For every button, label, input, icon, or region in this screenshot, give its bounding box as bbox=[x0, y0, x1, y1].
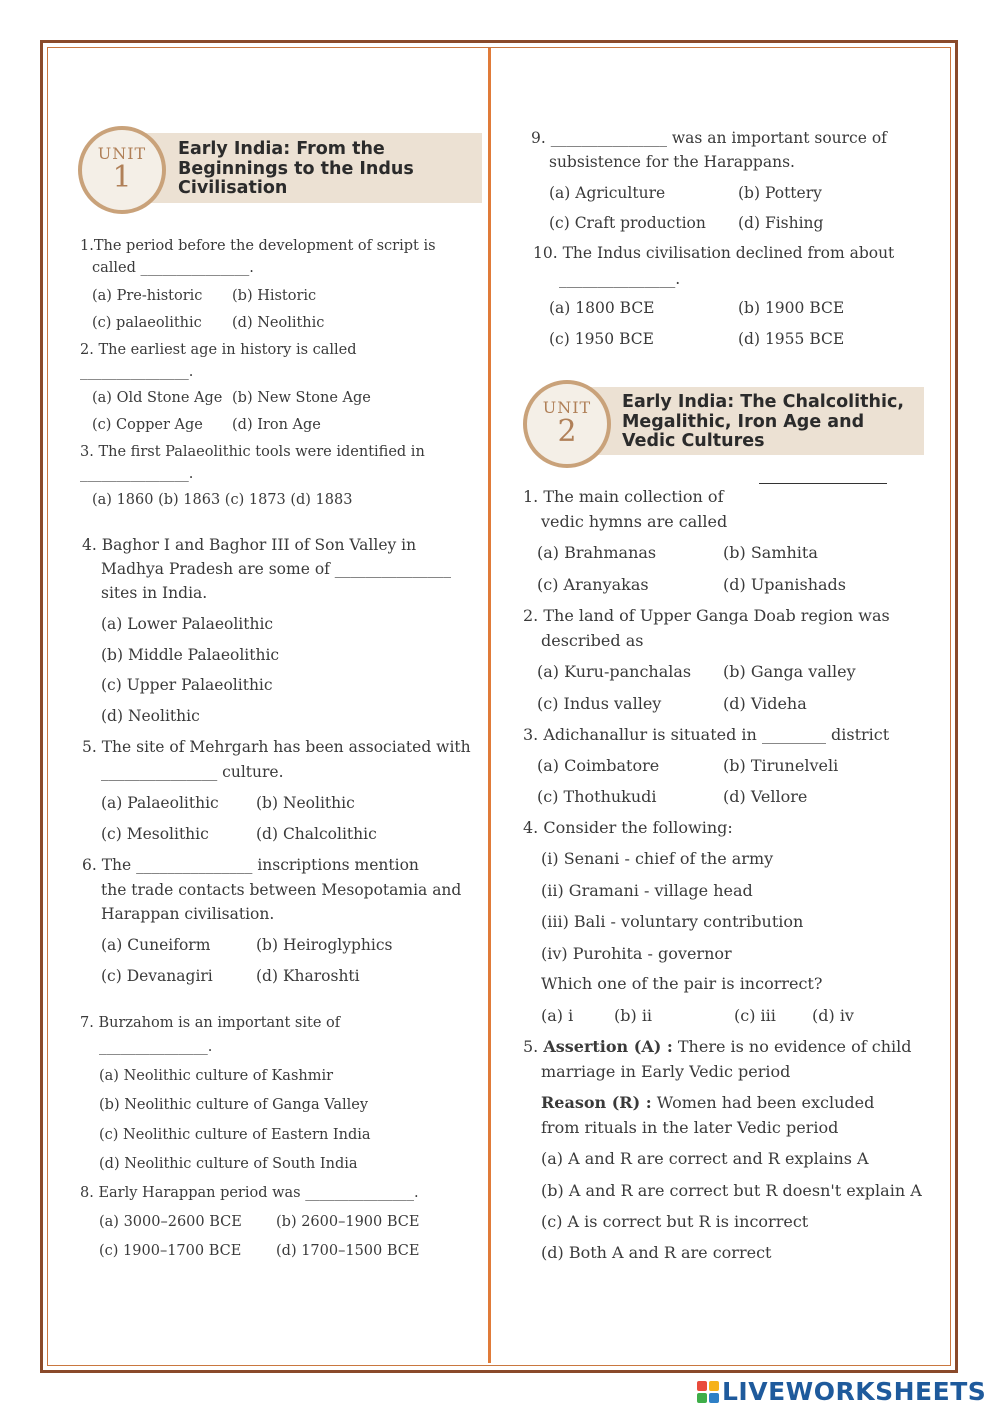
u2q3-option-a[interactable]: (a) Coimbatore bbox=[537, 756, 660, 775]
unit2-badge bbox=[523, 380, 611, 468]
q10-text-2: _______________. bbox=[559, 270, 681, 288]
q2-text-2: _______________. bbox=[80, 364, 194, 380]
q4-text: 4. Baghor I and Baghor III of Son Valley in bbox=[82, 536, 417, 554]
u2q1-option-a[interactable]: (a) Brahmanas bbox=[537, 543, 657, 562]
unit1-number: 1 bbox=[112, 160, 132, 195]
u2q5-text-2: marriage in Early Vedic period bbox=[541, 1062, 791, 1081]
u2q1-option-d[interactable]: (d) Upanishads bbox=[723, 575, 847, 594]
assertion-label: Assertion (A) : bbox=[543, 1037, 673, 1056]
u2q2-option-c[interactable]: (c) Indus valley bbox=[537, 694, 662, 713]
q8-option-d[interactable]: (d) 1700–1500 BCE bbox=[276, 1243, 420, 1259]
u2q1-option-c[interactable]: (c) Aranyakas bbox=[537, 575, 649, 594]
q1-text-2: called _______________. bbox=[92, 260, 254, 276]
u2q4-option-c[interactable]: (c) iii bbox=[734, 1006, 776, 1025]
unit2-title: Early India: The Chalcolithic, Megalithic, Iron Age and Vedic Cultures bbox=[622, 392, 904, 451]
q4-option-d[interactable]: (d) Neolithic bbox=[101, 707, 200, 725]
q1-option-a[interactable]: (a) Pre-historic bbox=[92, 288, 203, 304]
q5-text-2: _______________ culture. bbox=[101, 763, 284, 781]
q5-text: 5. The site of Mehrgarh has been associated with bbox=[82, 738, 471, 756]
u2q1-answer-blank[interactable] bbox=[759, 483, 887, 484]
q7-text-2: _______________. bbox=[99, 1039, 213, 1055]
q7-option-a[interactable]: (a) Neolithic culture of Kashmir bbox=[99, 1068, 334, 1084]
q7-text: 7. Burzahom is an important site of bbox=[80, 1015, 341, 1031]
u2q3-text: 3. Adichanallur is situated in ________ district bbox=[523, 725, 890, 744]
q5-option-b[interactable]: (b) Neolithic bbox=[256, 794, 355, 812]
u2q2-option-b[interactable]: (b) Ganga valley bbox=[723, 662, 856, 681]
q6-option-b[interactable]: (b) Heiroglyphics bbox=[256, 936, 393, 954]
u2q2-text-2: described as bbox=[541, 631, 644, 650]
q4-option-a[interactable]: (a) Lower Palaeolithic bbox=[101, 615, 274, 633]
u2q4-pair-i: (i) Senani - chief of the army bbox=[541, 849, 774, 868]
u2q4-option-b[interactable]: (b) ii bbox=[614, 1006, 653, 1025]
u2q5-reason-2: from rituals in the later Vedic period bbox=[541, 1118, 839, 1137]
q9-option-d[interactable]: (d) Fishing bbox=[738, 214, 824, 232]
q7-option-c[interactable]: (c) Neolithic culture of Eastern India bbox=[99, 1127, 371, 1143]
q10-option-a[interactable]: (a) 1800 BCE bbox=[549, 299, 655, 317]
q8-option-a[interactable]: (a) 3000–2600 BCE bbox=[99, 1214, 242, 1230]
u2q3-option-d[interactable]: (d) Vellore bbox=[723, 787, 808, 806]
u2q2-option-a[interactable]: (a) Kuru-panchalas bbox=[537, 662, 692, 681]
unit2-label: UNIT bbox=[542, 398, 592, 417]
q9-option-b[interactable]: (b) Pottery bbox=[738, 184, 822, 202]
q7-option-b[interactable]: (b) Neolithic culture of Ganga Valley bbox=[99, 1097, 369, 1113]
u2q4-pair-iii: (iii) Bali - voluntary contribution bbox=[541, 912, 804, 931]
q8-option-c[interactable]: (c) 1900–1700 BCE bbox=[99, 1243, 242, 1259]
column-divider bbox=[488, 48, 491, 1363]
q8-option-b[interactable]: (b) 2600–1900 BCE bbox=[276, 1214, 420, 1230]
q2-option-b[interactable]: (b) New Stone Age bbox=[232, 390, 371, 406]
liveworksheets-logo-icon bbox=[697, 1381, 719, 1403]
q5-option-d[interactable]: (d) Chalcolithic bbox=[256, 825, 377, 843]
q1-option-d[interactable]: (d) Neolithic bbox=[232, 315, 325, 331]
u2q5-option-c[interactable]: (c) A is correct but R is incorrect bbox=[541, 1212, 809, 1231]
q10-option-b[interactable]: (b) 1900 BCE bbox=[738, 299, 845, 317]
q6-text-3: Harappan civilisation. bbox=[101, 905, 275, 923]
u2q4-option-d[interactable]: (d) iv bbox=[812, 1006, 854, 1025]
q9-option-c[interactable]: (c) Craft production bbox=[549, 214, 706, 232]
q1-option-b[interactable]: (b) Historic bbox=[232, 288, 317, 304]
u2q1-text-2: vedic hymns are called bbox=[541, 512, 728, 531]
q10-option-c[interactable]: (c) 1950 BCE bbox=[549, 330, 654, 348]
u2q5-option-a[interactable]: (a) A and R are correct and R explains A bbox=[541, 1149, 869, 1168]
q8-text: 8. Early Harappan period was _______________. bbox=[80, 1185, 419, 1201]
u2q4-pair-iv: (iv) Purohita - governor bbox=[541, 944, 732, 963]
u2q5-option-d[interactable]: (d) Both A and R are correct bbox=[541, 1243, 772, 1262]
u2q4-option-a[interactable]: (a) i bbox=[541, 1006, 574, 1025]
q6-option-c[interactable]: (c) Devanagiri bbox=[101, 967, 213, 985]
u2q3-option-c[interactable]: (c) Thothukudi bbox=[537, 787, 657, 806]
q10-text: 10. The Indus civilisation declined from about bbox=[533, 244, 895, 262]
q6-option-a[interactable]: (a) Cuneiform bbox=[101, 936, 211, 954]
q3-text-2: _______________. bbox=[80, 466, 194, 482]
u2q5-text: 5. Assertion (A) : There is no evidence of child bbox=[523, 1037, 912, 1056]
q1-text: 1.The period before the development of script is bbox=[80, 238, 436, 254]
q9-text: 9. _______________ was an important source of bbox=[531, 129, 887, 147]
q6-text-2: the trade contacts between Mesopotamia and bbox=[101, 881, 462, 899]
liveworksheets-brand[interactable]: LIVEWORKSHEETS bbox=[722, 1377, 987, 1406]
u2q5-reason: Reason (R) : Women had been excluded bbox=[541, 1093, 875, 1112]
u2q1-text: 1. The main collection of bbox=[523, 487, 724, 506]
u2q4-text: 4. Consider the following: bbox=[523, 818, 733, 837]
unit2-number: 2 bbox=[557, 414, 577, 449]
unit1-badge bbox=[78, 126, 166, 214]
q2-text: 2. The earliest age in history is called bbox=[80, 342, 357, 358]
reason-label: Reason (R) : bbox=[541, 1093, 652, 1112]
q4-option-b[interactable]: (b) Middle Palaeolithic bbox=[101, 646, 280, 664]
u2q5-option-b[interactable]: (b) A and R are correct but R doesn't explain A bbox=[541, 1181, 922, 1200]
u2q4-question: Which one of the pair is incorrect? bbox=[541, 974, 823, 993]
q6-option-d[interactable]: (d) Kharoshti bbox=[256, 967, 360, 985]
q3-options[interactable]: (a) 1860 (b) 1863 (c) 1873 (d) 1883 bbox=[92, 492, 353, 508]
q10-option-d[interactable]: (d) 1955 BCE bbox=[738, 330, 845, 348]
q5-option-a[interactable]: (a) Palaeolithic bbox=[101, 794, 219, 812]
q2-option-d[interactable]: (d) Iron Age bbox=[232, 417, 321, 433]
u2q3-option-b[interactable]: (b) Tirunelveli bbox=[723, 756, 839, 775]
u2q4-pair-ii: (ii) Gramani - village head bbox=[541, 881, 753, 900]
unit1-title: Early India: From the Beginnings to the Indus Civilisation bbox=[178, 139, 414, 198]
q9-option-a[interactable]: (a) Agriculture bbox=[549, 184, 666, 202]
q9-text-2: subsistence for the Harappans. bbox=[549, 153, 795, 171]
u2q2-text: 2. The land of Upper Ganga Doab region was bbox=[523, 606, 890, 625]
u2q2-option-d[interactable]: (d) Videha bbox=[723, 694, 807, 713]
q6-text: 6. The _______________ inscriptions mention bbox=[82, 856, 419, 874]
q1-option-c[interactable]: (c) palaeolithic bbox=[92, 315, 202, 331]
q4-text-3: sites in India. bbox=[101, 584, 208, 602]
q2-option-a[interactable]: (a) Old Stone Age bbox=[92, 390, 223, 406]
unit1-label: UNIT bbox=[97, 144, 147, 163]
q4-text-2: Madhya Pradesh are some of _______________ bbox=[101, 560, 452, 578]
q2-option-c[interactable]: (c) Copper Age bbox=[92, 417, 203, 433]
q4-option-c[interactable]: (c) Upper Palaeolithic bbox=[101, 676, 273, 694]
q5-option-c[interactable]: (c) Mesolithic bbox=[101, 825, 209, 843]
q3-text: 3. The first Palaeolithic tools were identified in bbox=[80, 444, 425, 460]
q7-option-d[interactable]: (d) Neolithic culture of South India bbox=[99, 1156, 358, 1172]
u2q1-option-b[interactable]: (b) Samhita bbox=[723, 543, 818, 562]
